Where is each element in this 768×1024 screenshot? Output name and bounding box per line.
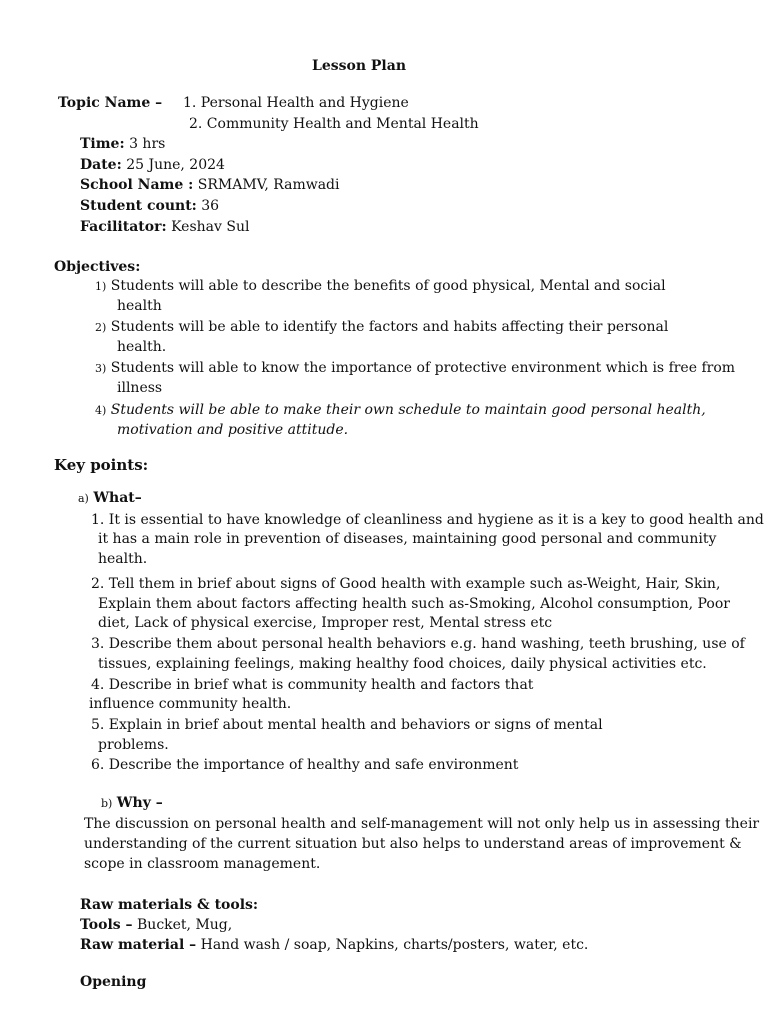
materials-heading: Raw materials & tools: [80, 897, 259, 913]
objective-4-text: Students will be able to make their own schedule to maintain good personal health, [110, 402, 706, 418]
tools-value: Bucket, Mug, [132, 917, 233, 933]
tools-label: Tools – [80, 917, 133, 933]
objective-2-cont: health. [117, 339, 167, 355]
info-date-label: Date: [80, 157, 122, 173]
what-line: diet, Lack of physical exercise, Improper rest, Mental stress etc [98, 615, 553, 631]
info-facilitator [80, 217, 249, 237]
what-line: 5. Explain in brief about mental health and behaviors or signs of mental [91, 717, 603, 733]
objective-3-num: 3) [95, 362, 107, 375]
info-date-value: 25 June, 2024 [121, 157, 225, 173]
info-time [80, 134, 165, 154]
objective-3 [95, 358, 735, 379]
raw-material-label: Raw material – [80, 937, 197, 953]
objective-4-cont: motivation and positive attitude. [117, 422, 349, 438]
key-points-heading: Key points: [54, 456, 149, 474]
objective-2-text: Students will be able to identify the factors and habits affecting their personal [110, 319, 669, 335]
raw-material-value: Hand wash / soap, Napkins, charts/posters, water, etc. [196, 937, 589, 953]
objective-2 [95, 317, 668, 338]
objective-4 [95, 400, 706, 421]
objective-4-num: 4) [95, 404, 107, 417]
objective-1-num: 1) [95, 280, 107, 293]
objective-3-text: Students will able to know the importance of protective environment which is free from [110, 360, 736, 376]
info-facilitator-label: Facilitator: [80, 219, 167, 235]
info-student-count-label: Student count: [80, 198, 197, 214]
what-line: 4. Describe in brief what is community health and factors that [91, 677, 534, 693]
what-line: 1. It is essential to have knowledge of cleanliness and hygiene as it is a key to good health and [91, 512, 764, 528]
tools-line [80, 915, 232, 935]
what-line: 3. Describe them about personal health behaviors e.g. hand washing, teeth brushing, use of [91, 636, 745, 652]
objectives-heading: Objectives: [54, 259, 141, 275]
what-heading [78, 488, 142, 509]
info-time-label: Time: [80, 136, 125, 152]
info-facilitator-value: Keshav Sul [166, 219, 250, 235]
objective-2-num: 2) [95, 321, 107, 334]
what-line: Explain them about factors affecting health such as-Smoking, Alcohol consumption, Poor [98, 596, 730, 612]
why-heading [101, 793, 163, 814]
what-line: it has a main role in prevention of diseases, maintaining good personal and community [98, 531, 717, 547]
opening-heading: Opening [80, 974, 147, 990]
what-line: tissues, explaining feelings, making healthy food choices, daily physical activities etc. [98, 656, 707, 672]
what-line: problems. [98, 737, 169, 753]
page-title: Lesson Plan [312, 58, 407, 74]
what-label: What– [93, 490, 142, 506]
what-line: 6. Describe the importance of healthy and safe environment [91, 757, 519, 773]
why-marker: b) [101, 797, 113, 810]
why-label: Why – [116, 795, 163, 811]
topic-item-1: 1. Personal Health and Hygiene [183, 95, 409, 111]
what-line: health. [98, 551, 148, 567]
info-student-count-value: 36 [196, 198, 220, 214]
what-line: influence community health. [89, 696, 292, 712]
info-school [80, 175, 340, 195]
why-line: scope in classroom management. [84, 856, 321, 872]
objective-3-cont: illness [117, 380, 163, 396]
info-school-label: School Name : [80, 177, 194, 193]
objective-1-cont: health [117, 298, 162, 314]
info-student-count [80, 196, 219, 216]
topic-item-2: 2. Community Health and Mental Health [189, 116, 479, 132]
topic-label: Topic Name – [58, 95, 163, 111]
objective-1-text: Students will able to describe the benefits of good physical, Mental and social [110, 278, 666, 294]
objective-1 [95, 276, 666, 297]
what-line: 2. Tell them in brief about signs of Good health with example such as-Weight, Hair, Skin, [91, 576, 721, 592]
what-marker: a) [78, 492, 89, 505]
info-time-value: 3 hrs [124, 136, 166, 152]
why-line: The discussion on personal health and self-management will not only help us in assessing their [84, 816, 760, 832]
info-date [80, 155, 225, 175]
info-school-value: SRMAMV, Ramwadi [193, 177, 340, 193]
raw-material-line [80, 935, 588, 955]
why-line: understanding of the current situation but also helps to understand areas of improvement & [84, 836, 742, 852]
